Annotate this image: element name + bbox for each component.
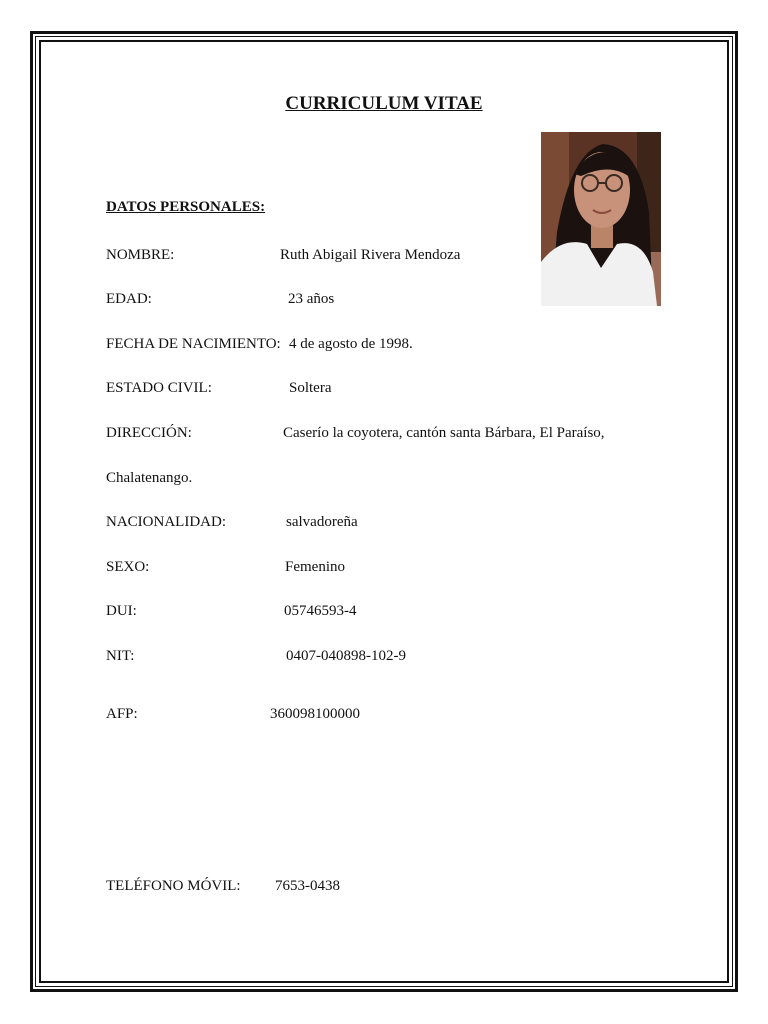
label-nacionalidad: NACIONALIDAD:	[106, 514, 226, 530]
value-fecha-nacimiento: 4 de agosto de 1998.	[289, 336, 413, 352]
value-afp: 360098100000	[270, 706, 360, 722]
document-title: CURRICULUM VITAE	[285, 93, 483, 114]
value-sexo: Femenino	[285, 559, 345, 575]
value-direccion: Caserío la coyotera, cantón santa Bárbara, El Paraíso,	[283, 425, 605, 441]
label-direccion: DIRECCIÓN:	[106, 425, 192, 441]
value-telefono-movil: 7653-0438	[275, 878, 340, 894]
label-nombre: NOMBRE:	[106, 247, 175, 263]
label-fecha-nacimiento: FECHA DE NACIMIENTO:	[106, 336, 281, 352]
value-dui: 05746593-4	[284, 603, 357, 619]
label-edad: EDAD:	[106, 291, 152, 307]
label-estado-civil: ESTADO CIVIL:	[106, 380, 212, 396]
value-nit: 0407-040898-102-9	[286, 648, 406, 664]
label-nit: NIT:	[106, 648, 135, 664]
label-telefono-movil: TELÉFONO MÓVIL:	[106, 878, 241, 894]
value-estado-civil: Soltera	[289, 380, 332, 396]
value-direccion-continued: Chalatenango.	[106, 470, 193, 486]
value-nombre: Ruth Abigail Rivera Mendoza	[280, 247, 461, 263]
label-sexo: SEXO:	[106, 559, 150, 575]
label-dui: DUI:	[106, 603, 137, 619]
section-heading-datos-personales: DATOS PERSONALES:	[106, 199, 266, 215]
value-edad: 23 años	[288, 291, 335, 307]
label-afp: AFP:	[106, 706, 138, 722]
profile-photo	[541, 132, 661, 306]
value-nacionalidad: salvadoreña	[286, 514, 358, 530]
